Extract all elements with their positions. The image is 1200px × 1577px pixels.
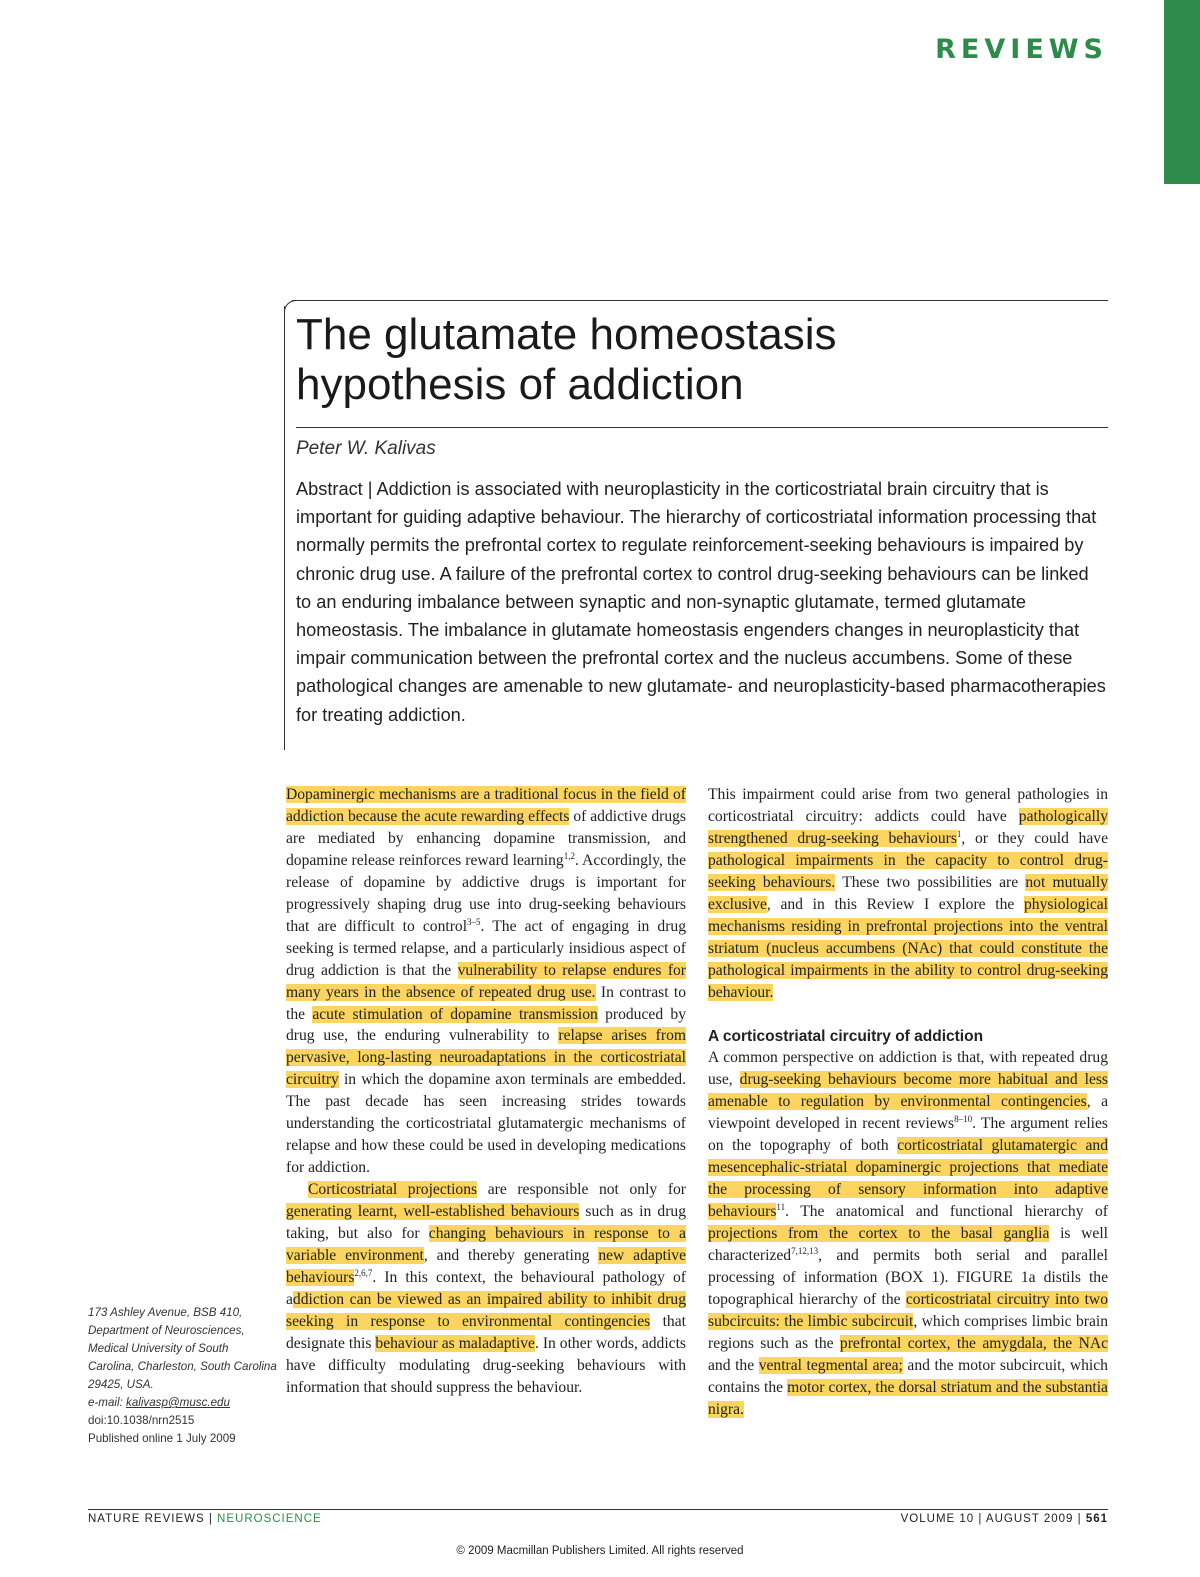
body-text: . Accordingly, the release of dopamine by addictive drugs is important for progressively shaping drug use into drug-seeking behaviours that are difficult to control	[286, 851, 686, 935]
body-text: In contrast to the	[286, 983, 686, 1023]
citation: 2,6,7	[354, 1267, 373, 1278]
highlight: relapse arises from pervasive, long-lasting neuroadaptations in the corticostriatal circuitry	[286, 1027, 686, 1089]
body-text: such as in drug taking, but also for	[286, 1203, 686, 1243]
abstract-label: Abstract |	[296, 479, 377, 499]
highlight: ddiction can be viewed as an impaired ability to inhibit drug seeking in response to environmental contingencies	[286, 1290, 686, 1330]
citation: 1,2	[563, 850, 575, 861]
body-text: , or they could have	[961, 829, 1108, 847]
email-line	[88, 1394, 278, 1412]
highlight: motor cortex, the dorsal striatum and the substantia nigra.	[708, 1378, 1108, 1418]
highlight: corticostriatal circuitry into two subcircuits: the limbic subcircuit	[708, 1290, 1108, 1330]
highlight: vulnerability to relapse endures for many years in the absence of repeated drug use.	[286, 961, 687, 1001]
page-number: 561	[1085, 1513, 1108, 1525]
highlight: corticostriatal glutamatergic and mesencephalic-striatal dopaminergic projections that mediate the processing of sensory information into adaptive behaviours	[708, 1137, 1108, 1221]
footer-volume	[901, 1513, 1108, 1525]
title-line-2: hypothesis of addiction	[296, 360, 744, 409]
highlight: behaviour as maladaptive	[375, 1334, 535, 1352]
body-text: of addictive drugs are mediated by enhancing dopamine transmission, and dopamine release reinforces reward learning	[286, 807, 686, 869]
highlight: generating learnt, well-established behaviours	[286, 1203, 580, 1221]
body-text: . The argument relies on the topography of both	[708, 1115, 1108, 1155]
article-title	[296, 310, 1096, 410]
footer-journal	[88, 1513, 322, 1525]
email-link[interactable]: kalivasp@musc.edu	[126, 1396, 230, 1409]
title-left-rule	[284, 306, 285, 750]
journal-name: NATURE REVIEWS |	[88, 1513, 218, 1525]
paragraph-1	[286, 784, 686, 1179]
body-text: and the	[708, 1356, 759, 1374]
email-label: e-mail:	[88, 1396, 127, 1409]
author-name: Peter W. Kalivas	[296, 438, 436, 459]
highlight: Dopaminergic mechanisms are a traditional focus in the field of addiction because the acute rewarding effects	[286, 786, 686, 825]
body-text: that designate this	[286, 1312, 686, 1352]
journal-section: NEUROSCIENCE	[217, 1513, 322, 1525]
body-text: are responsible not only for	[477, 1181, 686, 1199]
highlight: new adaptive behaviours	[286, 1247, 687, 1286]
highlight: prefrontal cortex, the amygdala, the NAc	[839, 1334, 1109, 1352]
highlight: acute stimulation of dopamine transmission	[312, 1005, 598, 1023]
footer-rule	[88, 1509, 1108, 1510]
highlight: Corticostriatal projections	[308, 1181, 478, 1199]
body-text: , and thereby generating	[423, 1247, 599, 1265]
body-text: . In this context, the behavioural pathology of a	[286, 1268, 686, 1308]
highlight: changing behaviours in response to a variable environment	[286, 1225, 686, 1265]
published-date: Published online 1 July 2009	[88, 1432, 236, 1445]
section-tab	[1164, 0, 1200, 184]
paragraph-2	[286, 1179, 686, 1399]
body-text: These two possibilities are	[835, 873, 1026, 891]
body-text: , and permits both serial and parallel processing of information (BOX 1). FIGURE 1a distils the topographical hierarchy of the	[708, 1247, 1108, 1308]
body-text: produced by drug use, the enduring vulnerability to	[286, 1005, 686, 1045]
paragraph-3	[708, 784, 1108, 1004]
body-text: and the motor subcircuit, which contains the	[708, 1356, 1108, 1396]
address: 173 Ashley Avenue, BSB 410, Department of Neurosciences, Medical University of South Carolina, Charleston, South Carolina 29425, USA.	[88, 1306, 277, 1391]
highlight: physiological mechanisms residing in prefrontal projections into the ventral striatum (nucleus accumbens (NAc) that could constitute the pathological impairments in the ability to control drug-seeking behaviour.	[708, 895, 1108, 1001]
highlight: drug-seeking behaviours become more habitual and less amenable to regulation by environmental contingencies	[708, 1071, 1108, 1111]
volume-info: VOLUME 10 | AUGUST 2009 |	[900, 1513, 1086, 1525]
body-text: . The anatomical and functional hierarchy of	[785, 1203, 1108, 1221]
body-text: , which comprises limbic brain regions such as the	[708, 1312, 1108, 1352]
section-label: REVIEWS	[935, 34, 1108, 65]
highlight: projections from the cortex to the basal ganglia	[708, 1225, 1050, 1243]
body-text: A common perspective on addiction is that, with repeated drug use,	[708, 1049, 1108, 1089]
highlight: ventral tegmental area;	[758, 1356, 903, 1374]
body-column-left	[286, 784, 686, 1399]
highlight: pathologically strengthened drug-seeking behaviours	[708, 807, 1108, 847]
body-text: is well characterized	[708, 1225, 1108, 1265]
body-text: in which the dopamine axon terminals are embedded. The past decade has seen increasing strides towards understanding the corticostriatal glutamatergic mechanisms of relapse and how these could be used in developing medications for addiction.	[286, 1071, 686, 1177]
abstract-text: Addiction is associated with neuroplasticity in the corticostriatal brain circuitry that is important for guiding adaptive behaviour. The hierarchy of corticostriatal information processing that normally permits the prefrontal cortex to regulate reinforcement-seeking behaviours is impaired by chronic drug use. A failure of the prefrontal cortex to control drug-seeking behaviours can be linked to an enduring imbalance between synaptic and non-synaptic glutamate, termed glutamate homeostasis. The imbalance in glutamate homeostasis engenders changes in neuroplasticity that impair communication between the prefrontal cortex and the nucleus accumbens. Some of these pathological changes are amenable to new glutamate- and neuroplasticity-based pharmacotherapies for treating addiction.	[296, 479, 1106, 725]
copyright: © 2009 Macmillan Publishers Limited. All rights reserved	[456, 1545, 744, 1557]
citation: 3–5	[467, 916, 481, 927]
author-affiliation	[88, 1304, 278, 1448]
body-text: . The act of engaging in drug seeking is termed relapse, and a particularly insidious aspect of drug addiction is that the	[286, 917, 686, 979]
body-text: , and in this Review I explore the	[766, 895, 1024, 913]
section-heading: A corticostriatal circuitry of addiction	[708, 1027, 984, 1045]
citation: 8–10	[954, 1114, 973, 1125]
abstract	[296, 475, 1106, 729]
body-column-right	[708, 784, 1108, 1421]
title-top-rule	[292, 300, 1108, 301]
citation: 7,12,13	[791, 1245, 819, 1256]
paragraph-4	[708, 1047, 1108, 1420]
highlight: pathological impairments in the capacity to control drug-seeking behaviours.	[708, 851, 1108, 891]
body-text: This impairment could arise from two general pathologies in corticostriatal circuitry: addicts could have	[708, 786, 1108, 825]
citation: 11	[776, 1201, 786, 1212]
highlight: not mutually exclusive	[708, 873, 1108, 913]
title-line-1: The glutamate homeostasis	[296, 310, 837, 359]
author-rule	[296, 427, 1108, 428]
body-text: , a viewpoint developed in recent reviews	[708, 1093, 1109, 1133]
doi: doi:10.1038/nrn2515	[88, 1414, 195, 1427]
citation: 1	[956, 828, 962, 839]
body-text: . In other words, addicts have difficulty modulating drug-seeking behaviours with information that should suppress the behaviour.	[286, 1334, 687, 1396]
